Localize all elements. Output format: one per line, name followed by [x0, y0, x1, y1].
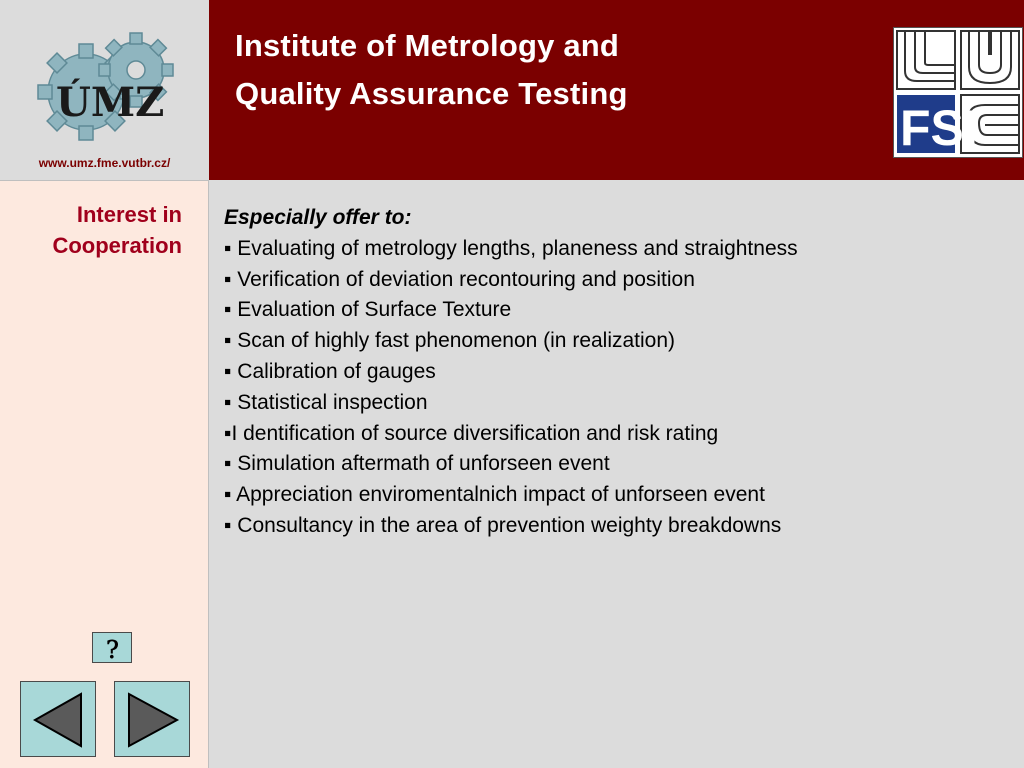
previous-slide-button[interactable]	[20, 681, 96, 757]
svg-text:ÚMZ: ÚMZ	[56, 79, 165, 126]
title-line-1: Institute of Metrology and	[235, 28, 620, 63]
header-banner	[209, 0, 1024, 180]
triangle-right-icon	[115, 682, 191, 758]
list-item: ▪ Consultancy in the area of prevention weighty breakdowns	[224, 513, 782, 537]
offer-list	[224, 234, 1004, 542]
question-mark-icon	[93, 633, 133, 664]
triangle-left-icon	[21, 682, 97, 758]
section-title-line-2: Cooperation	[52, 233, 182, 258]
list-item: ▪ Simulation aftermath of unforseen event	[224, 452, 610, 476]
list-item: ▪ Evaluation of Surface Texture	[224, 298, 512, 322]
logo-panel	[0, 0, 209, 180]
offer-heading: Especially offer to:	[224, 206, 412, 229]
list-item: ▪ Evaluating of metrology lengths, planeness and straightness	[224, 236, 798, 260]
next-slide-button[interactable]	[114, 681, 190, 757]
list-item: ▪ Calibration of gauges	[224, 359, 436, 383]
help-button[interactable]	[92, 632, 132, 663]
section-title	[52, 199, 182, 261]
sidebar	[0, 180, 209, 768]
list-item: ▪ Statistical inspection	[224, 390, 428, 414]
svg-text:?: ?	[106, 636, 119, 664]
section-title-line-1: Interest in	[76, 202, 182, 227]
page-title	[235, 22, 628, 118]
list-item: ▪ Appreciation enviromentalnich impact of unforseen event	[224, 483, 765, 507]
main-content	[224, 203, 1004, 542]
umz-gear-logo	[36, 20, 176, 148]
svg-text:FSI: FSI	[900, 100, 978, 156]
site-url[interactable]: www.umz.fme.vutbr.cz/	[38, 156, 171, 170]
list-item: ▪I dentification of source diversification and risk rating	[224, 421, 719, 445]
title-line-2: Quality Assurance Testing	[235, 76, 628, 111]
list-item: ▪ Scan of highly fast phenomenon (in realization)	[224, 329, 676, 353]
fsi-vut-logo	[893, 27, 1023, 158]
list-item: ▪ Verification of deviation recontouring and position	[224, 267, 695, 291]
